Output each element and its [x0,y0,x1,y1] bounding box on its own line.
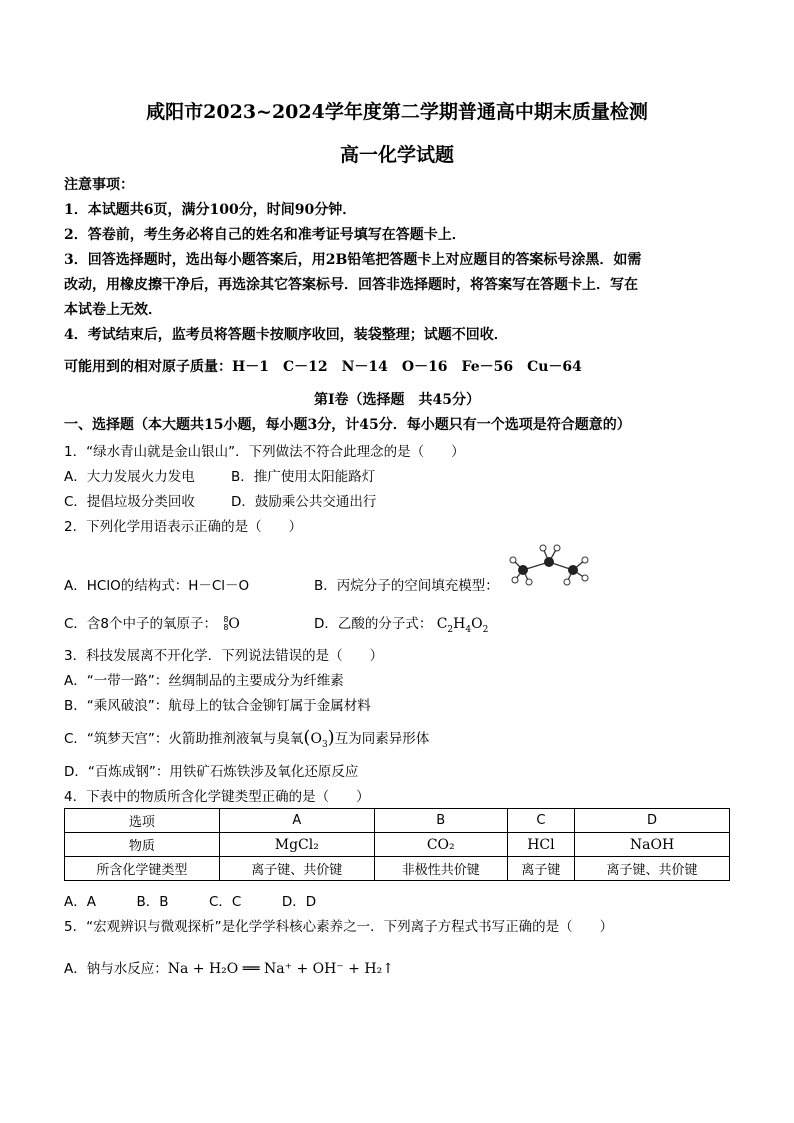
question-stem: 2．下列化学用语表示正确的是（ ） [64,519,303,535]
page-title: 咸阳市2023~2024学年度第二学期普通高中期末质量检测 [146,101,648,123]
option-a: A．HClO的结构式：H－Cl－O [64,578,250,594]
mass-number: 8 [223,615,229,624]
question-stem: 4．下表中的物质所含化学键类型正确的是（ ） [64,789,370,805]
option-a: A．大力发展火力发电 [64,469,195,485]
table-cell: 选项 [65,809,220,833]
table-cell: CO₂ [374,833,507,857]
option-c-pre: C．“筑梦天宫”：火箭助推剂液氧与臭氧 [64,731,304,747]
table-cell: C [507,809,574,833]
option-c [64,612,240,632]
option-b: B．丙烷分子的空间填充模型： [314,578,499,594]
table-cell: 非极性共价键 [374,857,507,881]
question-stem: 5．“宏观辨识与微观探析”是化学学科核心素养之一．下列离子方程式书写正确的是（ ） [64,919,614,935]
notice-item: 本试卷上无效． [64,302,162,318]
option-d: D．鼓励乘公共交通出行 [231,494,377,510]
option-d: D．“百炼成钢”：用铁矿石炼铁涉及氧化还原反应 [64,764,359,780]
notice-heading: 注意事项： [64,177,134,193]
notice-item: 1．本试题共6页，满分100分，时间90分钟． [64,202,357,218]
option-c: C．提倡垃圾分类回收 [64,494,195,510]
paren-open: ( [303,727,311,748]
option-b: B．推广使用太阳能路灯 [231,469,376,485]
paren-close: ) [327,727,335,748]
f-o: O [471,616,483,632]
atomic-masses: 可能用到的相对原子质量：H－1 C－12 N－14 O－16 Fe－56 Cu－64 [64,359,582,375]
f-c: C [436,616,448,632]
table-cell: 离子键、共价键 [575,857,730,881]
section-title: 第Ⅰ卷（选择题 共45分） [313,392,481,408]
notice-item: 4．考试结束后，监考员将答题卡按顺序收回，装袋整理；试题不回收． [64,327,508,343]
acetic-acid-formula [436,616,489,635]
equation: Na + H₂O ══ Na⁺ + OH⁻ + H₂↑ [167,961,394,977]
table-cell: 所含化学键类型 [65,857,220,881]
table-cell: 离子键 [507,857,574,881]
atomic-number: 8 [223,623,229,632]
oxygen-symbol: O [228,616,240,632]
f-o-sub: 2 [482,624,489,635]
option-c-post: 互为同素异形体 [334,731,430,747]
section-intro: 一、选择题（本大题共15小题，每小题3分，计45分．每小题只有一个选项是符合题意的） [64,417,631,433]
table-row [65,833,730,857]
option-d [314,612,488,635]
option-a: A．“一带一路”：丝绸制品的主要成分为纤维素 [64,673,344,689]
option-a-label: A．钠与水反应： [64,961,168,977]
table-cell: MgCl₂ [219,833,374,857]
f-h: H [453,616,466,632]
table-cell: 物质 [65,833,220,857]
propane-model-image [505,540,595,586]
table-cell: NaOH [575,833,730,857]
option-c [64,727,429,750]
table-cell: 离子键、共价键 [219,857,374,881]
page-subtitle: 高一化学试题 [339,144,454,166]
option-d-label: D．乙酸的分子式： [314,616,433,632]
ozone-formula [310,731,328,750]
notice-item: 3．回答选择题时，选出每小题答案后，用2B铅笔把答题卡上对应题目的答案标号涂黑．如需 [64,252,642,268]
q4-choices: A．A B．B C．C D．D [64,894,317,910]
table-cell: D [575,809,730,833]
table-row [65,857,730,881]
f-o-sub: 3 [321,739,328,750]
f-o: O [310,731,322,747]
option-b: B．“乘风破浪”：航母上的钛合金铆钉属于金属材料 [64,698,371,714]
f-h-sub: 4 [465,624,472,635]
table-row [65,809,730,833]
bond-table [64,808,730,881]
option-a [64,957,394,977]
notice-item: 改动，用橡皮擦干净后，再选涂其它答案标号．回答非选择题时，将答案写在答题卡上．写在 [64,277,638,293]
table-cell: HCl [507,833,574,857]
question-stem: 1．“绿水青山就是金山银山”．下列做法不符合此理念的是（ ） [64,444,465,460]
question-stem: 3．科技发展离不开化学．下列说法错误的是（ ） [64,648,384,664]
table-cell: B [374,809,507,833]
f-c-sub: 2 [447,624,454,635]
option-c-label: C．含8个中子的氧原子： [64,616,218,632]
table-cell: A [219,809,374,833]
notice-item: 2．答卷前，考生务必将自己的姓名和准考证号填写在答题卡上． [64,227,466,243]
